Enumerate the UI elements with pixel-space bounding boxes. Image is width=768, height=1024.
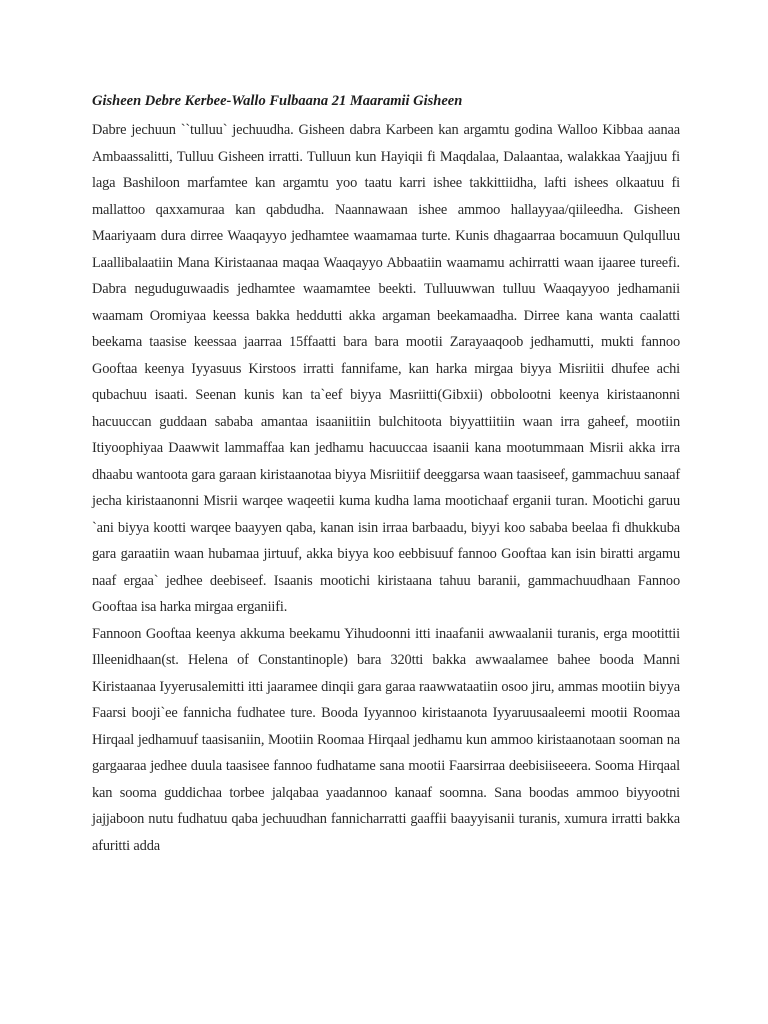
document-title: Gisheen Debre Kerbee-Wallo Fulbaana 21 Maaramii Gisheen [92,93,463,109]
document-page [92,88,680,859]
paragraph-1: Dabre jechuun ``tulluu` jechuudha. Gisheen dabra Karbeen kan argamtu godina Walloo Kibbaa aanaa Ambaassalitti, Tulluu Gisheen irratti. Tulluun kun Hayiqii fi Maqdalaa, Dalaantaa, walakkaa Yaajjuu fi laga Bashiloon marfamtee kan argamtu yoo taatu karri ishee takkittiidha, lafti ishees olkaatuu fi mallattoo qaxxamuraa kan qabdudha. Naannawaan ishee ammoo hallayyaa/qiileedha. Gisheen Maariyaam dura dirree Waaqayyo jedhamtee waamamaa turte. Kunis dhagaarraa bocamuun Qulqulluu Laallibalaatiin Mana Kiristaanaa maqaa Waaqayyo Abbaatiin waamamu achirratti waan ijaaree tureefi. Dabra neguduguwaadis jedhamtee waamamtee beekti. Tulluuwwan tulluu Waaqayyoo jedhamanii waamam Oromiyaa keessa bakka heddutti akka argaman beekamaadha. Dirree kana wanta caalatti beekama taasise keessaa jaarraa 15ffaatti bara bara mootii Zarayaaqoob jedhamutti, mukti fannoo Gooftaa keenya Iyyasuus Kirstoos irratti fannifame, kan harka mirgaa biyya Misriitii dhufee achi qubachuu isaati. Seenan kunis kan ta`eef biyya Masriitti(Gibxii) obbolootni keenya kiristaanonni hacuuccan guddaan sababa amantaa isaaniitiin bulchitoota biyyattiitiin waan irra gaheef, mootiin Itiyoophiyaa Daawwit lammaffaa kan jedhamu hacuuccaa isaanii kana mootummaan Misrii akka irra dhaabu wantoota gara garaan kiristaanotaa biyya Misriitiif deeggarsa waan taasiseef, gammachuu sanaaf jecha kiristaanonni Misrii warqee waqeetii kuma kudha lama mootichaaf erganii turan. Mootichi garuu `ani biyya kootti warqee baayyen qaba, kanan isin irraa barbaadu, biyyi koo sababa beelaa fi dhukkuba gara garaatiin waan hubamaa jirtuuf, akka biyya koo eebbisuuf fannoo Gooftaa kan isin biratti argamu naaf ergaa` jedhee deebiseef. Isaanis mootichi kiristaana tahuu baranii, gammachuudhaan Fannoo Gooftaa isa harka mirgaa erganiifi. [92,122,680,615]
paragraph-2: Fannoon Gooftaa keenya akkuma beekamu Yihudoonni itti inaafanii awwaalanii turanis, erga mootittii Illeenidhaan(st. Helena of Constantinople) bara 320tti bakka awwaalamee bahee booda Manni Kiristaanaa Iyyerusalemitti itti jaaramee dinqii gara garaa raawwataatiin osoo jiru, ammas mootiin biyya Faarsi booji`ee fannicha fudhatee ture. Booda Iyyannoo kiristaanota Iyyaruusaaleemi mootii Roomaa Hirqaal jedhamuuf taasisaniin, Mootiin Roomaa Hirqaal jedhamu kun ammoo kiristaanotaan sooman na gargaaraa jedhee duula taasisee fannoo fudhatame sana mootii Faarsirraa deebisiiseeera. Sooma Hirqaal kan sooma guddichaa torbee jalqabaa yaadannoo kanaaf soomna. Sana boodas ammoo biyyootni jajjaboon nutu fudhatuu qaba jechuudhan fannicharratti gaaffii baayyisanii turanis, xumura irratti bakka afuritti adda [92,625,680,854]
